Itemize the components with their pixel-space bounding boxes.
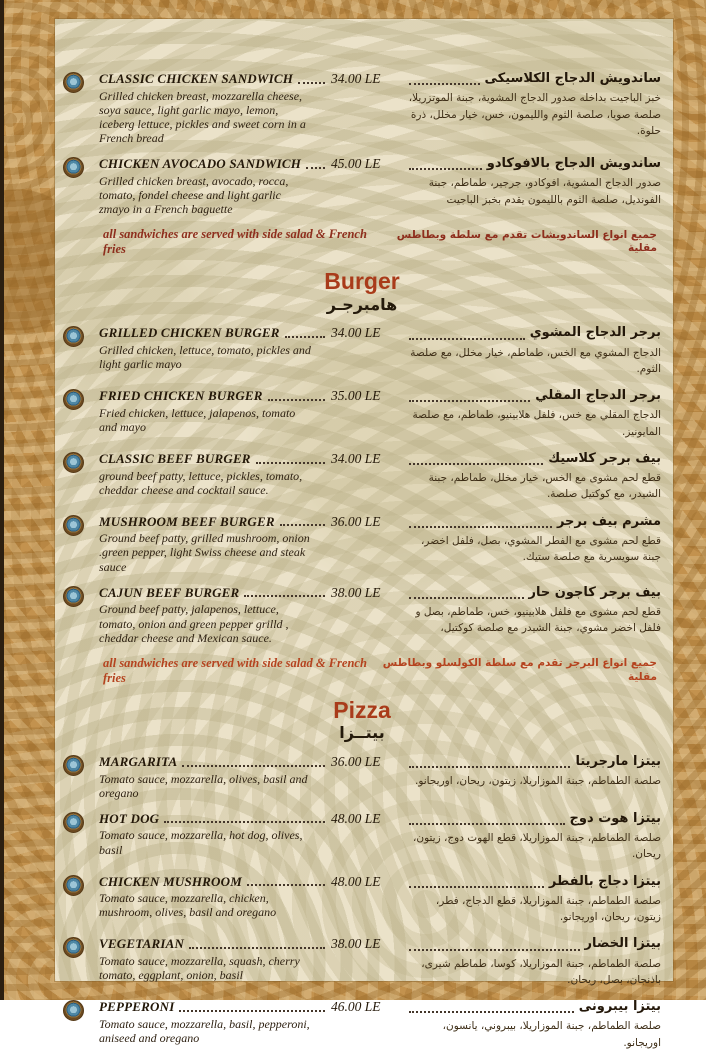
item-description: Ground beef patty, jalapenos, lettuce, tomato, onion and green pepper grilld , cheddar cheese and Mexican sauce. — [99, 602, 289, 645]
restaurant-seal-icon — [63, 515, 84, 536]
dotted-leader — [409, 338, 525, 340]
item-description-arabic: صلصة الطماطم، جبنة الموزاريلا، بيبروني، يانسون، اوريجانو. — [442, 1020, 661, 1049]
dotted-leader — [189, 947, 325, 949]
dotted-leader — [306, 167, 325, 169]
dotted-leader — [409, 886, 544, 888]
restaurant-seal-icon — [63, 875, 84, 896]
item-description: Grilled chicken, lettuce, tomato, pickles and light garlic mayo — [99, 342, 311, 372]
section-title-english: Pizza — [333, 696, 391, 723]
item-name-arabic: بيتزا بيبرونى — [578, 999, 661, 1015]
sandwiches-footnote — [63, 227, 661, 257]
dotted-leader — [256, 462, 325, 464]
menu-item-vegetarian — [63, 936, 661, 988]
dotted-leader — [164, 821, 325, 823]
menu-item-mushroom-beef-burger — [63, 514, 661, 574]
dotted-leader — [298, 82, 325, 84]
item-description: Grilled chicken breast, mozzarella cheese, soya sauce, light garlic mayo, lemon, iceberg lettuce, pickles and sweet corn in a French bread — [99, 88, 306, 146]
item-name: MUSHROOM BEEF BURGER — [99, 513, 275, 529]
menu-page — [55, 19, 673, 1049]
item-name: PEPPERONI — [99, 999, 175, 1015]
restaurant-seal-icon — [63, 389, 84, 410]
restaurant-seal-icon — [63, 157, 84, 178]
item-name: CLASSIC BEEF BURGER — [99, 450, 251, 466]
item-price: 35.00 LE — [331, 388, 381, 404]
menu-item-classic-chicken-sandwich — [63, 71, 661, 145]
item-description: Ground beef patty, grilled mushroom, onion .green pepper, light Swiss cheese and steak sauce — [99, 531, 310, 574]
menu-item-cajun-beef-burger — [63, 585, 661, 645]
menu-item-hot-dog — [63, 811, 661, 863]
menu-item-pepperoni — [63, 999, 661, 1051]
item-title-line-arabic — [407, 71, 661, 87]
item-description-arabic: صلصة الطماطم، جبنة الموزاريلا، كوسا، طماطم شيرى، باذنجان، بصل، ريحان. — [421, 957, 661, 986]
dotted-leader — [409, 949, 580, 951]
item-description: Fried chicken, lettuce, jalapenos, tomato and mayo — [99, 405, 296, 434]
dotted-leader — [409, 168, 482, 170]
item-price: 36.00 LE — [331, 753, 381, 769]
restaurant-seal-icon — [63, 812, 84, 833]
item-name-arabic: برجر الدجاج المقلي — [535, 388, 661, 404]
menu-item-chicken-mushroom — [63, 874, 661, 926]
dotted-leader — [409, 1011, 574, 1013]
section-heading-pizza — [63, 698, 661, 744]
item-price: 48.00 LE — [331, 810, 381, 826]
item-price: 38.00 LE — [331, 936, 381, 952]
item-price: 34.00 LE — [331, 71, 381, 86]
item-description: Tomato sauce, mozzarella, chicken, mushroom, olives, basil and oregano — [99, 891, 277, 920]
item-description-arabic: الدجاج المشوي مع الخس، طماطم، خيار مخلل، مع صلصة الثوم. — [410, 346, 661, 375]
dotted-leader — [409, 463, 543, 465]
item-name: FRIED CHICKEN BURGER — [99, 388, 263, 404]
item-description-arabic: صلصة الطماطم، جبنة الموزاريلا، قطع الدجاج، فطر، زيتون، ريحان، اوريجانو. — [435, 894, 661, 924]
dotted-leader — [268, 399, 325, 401]
item-description-arabic: قطع لحم مشوى مع فلفل هلابينيو، خس، طماطم، بصل و فلفل اخضر مشوي، جبنة الشيدر مع صلصة كوكتيل، — [415, 606, 661, 635]
footnote-english: all sandwiches are served with side salad & French fries — [103, 227, 367, 257]
restaurant-seal-icon — [63, 326, 84, 347]
item-name: GRILLED CHICKEN BURGER — [99, 325, 280, 341]
section-title-english: Burger — [324, 268, 400, 295]
section-title-arabic: هامبرجـر — [326, 294, 398, 314]
dotted-leader — [409, 823, 565, 825]
dotted-leader — [409, 597, 524, 599]
item-price: 34.00 LE — [331, 450, 381, 466]
restaurant-seal-icon — [63, 452, 84, 473]
item-description-arabic: صلصة الطماطم، جبنة الموزاريلا، قطع الهوت دوج، زيتون، ريحان. — [412, 832, 661, 861]
item-name: CHICKEN MUSHROOM — [99, 873, 242, 889]
item-name-arabic: بيتزا الخضار — [584, 936, 661, 952]
item-description: Tomato sauce, mozzarella, olives, basil and oregano — [99, 771, 308, 800]
item-name: VEGETARIAN — [99, 936, 185, 952]
item-name-arabic: بيف برجر كلاسيك — [548, 450, 661, 466]
dotted-leader — [182, 765, 325, 767]
item-name-arabic: مشرم بيف برجر — [556, 513, 661, 529]
item-description: Tomato sauce, mozzarella, basil, pepperoni, aniseed and oregano — [99, 1016, 310, 1045]
item-name-arabic: بيتزا هوت دوج — [569, 810, 661, 826]
menu-item-classic-beef-burger — [63, 451, 661, 503]
restaurant-seal-icon — [63, 937, 84, 958]
item-description-arabic: صلصة الطماطم، جبنة الموزاريلا، زيتون، ريحان، اوريجانو. — [415, 775, 661, 788]
section-title-arabic: بيتــزا — [339, 723, 385, 743]
item-price: 48.00 LE — [331, 873, 381, 889]
item-name-arabic: بيتزا دجاج بالفطر — [548, 873, 661, 889]
item-description: Tomato sauce, mozzarella, squash, cherry tomato, eggplant, onion, basil — [99, 954, 300, 983]
dotted-leader — [409, 766, 570, 768]
item-english-block — [99, 71, 327, 145]
item-name-arabic: ساندويش الدجاج الكلاسيكى — [484, 71, 661, 86]
menu-item-fried-chicken-burger — [63, 388, 661, 440]
restaurant-seal-icon — [63, 755, 84, 776]
item-name: CLASSIC CHICKEN SANDWICH — [99, 71, 294, 86]
item-title-line — [99, 71, 327, 87]
item-price: 36.00 LE — [331, 513, 381, 529]
item-name: HOT DOG — [99, 810, 160, 826]
restaurant-seal-icon — [63, 72, 84, 93]
item-price: 46.00 LE — [331, 999, 381, 1015]
item-name: CAJUN BEEF BURGER — [99, 584, 240, 600]
dotted-leader — [285, 336, 325, 338]
item-description-arabic: قطع لحم مشوى مع الفطر المشوي، بصل، فلفل اخضر، جبنة سويسرية مع صلصة ستيك. — [421, 534, 661, 564]
restaurant-seal-icon — [63, 586, 84, 607]
item-arabic-block — [407, 71, 661, 139]
menu-item-chicken-avocado-sandwich — [63, 156, 661, 216]
menu-content — [55, 19, 673, 1051]
section-heading-burger — [63, 269, 661, 315]
item-description-arabic: خبز الباجيت بداخله صدور الدجاج المشوية، جبنة الموتزريلا، صلصة صويا، صلصة الثوم والليمون، خس، خيار مخلل، ذرة حلوة. — [408, 92, 661, 137]
dotted-leader — [247, 884, 325, 886]
item-description-arabic: قطع لحم مشوى مع الخس، خيار مخلل، طماطم، جبنة الشيدر، مع كوكتيل صلصة. — [428, 472, 661, 501]
dotted-leader — [244, 595, 325, 597]
footnote-arabic: جميع انواع البرجر تقدم مع سلطة الكولسلو وبطاطس مقلية — [382, 657, 657, 683]
footnote-arabic: جميع انواع الساندويشات تقدم مع سلطة وبطاطس مقلية — [396, 228, 657, 255]
item-description: Grilled chicken breast, avocado, rocca, tomato, fondel cheese and light garlic zmayo in a French baguette — [99, 173, 289, 217]
dotted-leader — [280, 524, 325, 526]
item-name-arabic: بيف برجر كاجون حار — [528, 584, 661, 600]
item-description-arabic: صدور الدجاج المشوية، افوكادو، جرجير، طماطم، جبنة الفونديل، صلصة الثوم بالليمون يقدم بخبز الباجيت — [428, 177, 661, 206]
menu-item-margarita — [63, 754, 661, 800]
item-name-arabic: برجر الدجاج المشوي — [529, 325, 661, 341]
restaurant-seal-icon — [63, 1000, 84, 1021]
item-name-arabic: ساندويش الدجاج بالافوكادو — [486, 156, 661, 172]
item-description: ground beef patty, lettuce, pickles, tomato, cheddar cheese and cocktail sauce. — [99, 468, 303, 497]
item-description-arabic: الدجاج المقلي مع خس، فلفل هلابينيو، طماطم، مع صلصة المايونيز. — [412, 409, 661, 438]
item-description: Tomato sauce, mozzarella, hot dog, olives, basil — [99, 828, 303, 857]
dotted-leader — [409, 400, 530, 402]
dotted-leader — [409, 526, 552, 528]
item-price: 38.00 LE — [331, 584, 381, 600]
item-name: CHICKEN AVOCADO SANDWICH — [99, 156, 302, 172]
dotted-leader — [409, 83, 480, 85]
dotted-leader — [179, 1010, 325, 1012]
item-price: 45.00 LE — [331, 156, 381, 172]
item-name: MARGARITA — [99, 753, 178, 769]
menu-item-grilled-chicken-burger — [63, 325, 661, 377]
item-name-arabic: بيتزا مارجريتا — [575, 753, 661, 769]
footnote-english: all sandwiches are served with side salad & French fries — [103, 655, 367, 685]
item-price: 34.00 LE — [331, 325, 381, 341]
burger-footnote — [63, 656, 661, 686]
